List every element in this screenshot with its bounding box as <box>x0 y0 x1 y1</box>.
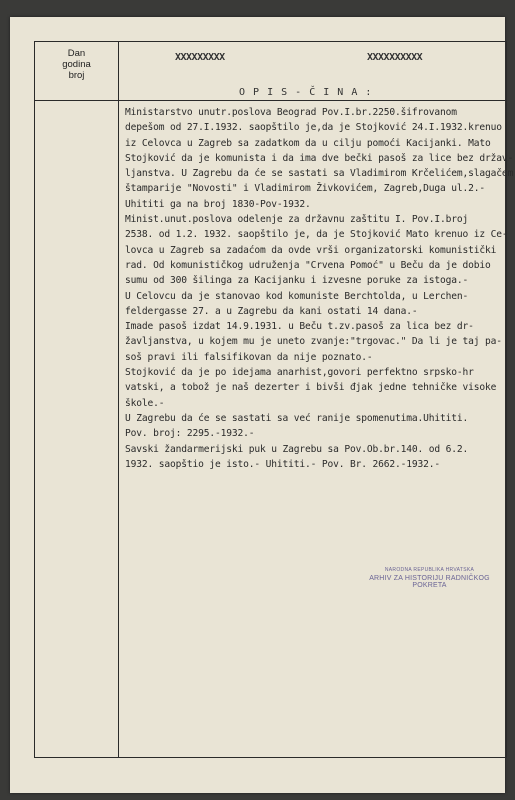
body-line: 2538. od 1.2. 1932. saopštilo je, da je Stojković Mato krenuo iz Ce- <box>125 229 508 241</box>
header-godina: godina <box>62 59 91 70</box>
stamp-line-2: ARHIV ZA HISTORIJU RADNIČKOG POKRETA <box>369 575 490 589</box>
body-line: U Zagrebu da će se sastati sa već ranije spomenutima.Uhititi. <box>125 412 469 424</box>
header-divider <box>35 100 506 101</box>
form-table <box>34 41 514 758</box>
body-line: iz Celovca u Zagreb sa zadatkom da u cilju pomoći Kacijanki. Mato <box>125 137 491 149</box>
body-line: štamparije "Novosti" i Vladimirom Živkovićem, Zagreb,Duga ul.2.- <box>125 183 486 195</box>
body-line: sumu od 300 šilinga za Kacijanku i izvesne poruke za istoga.- <box>125 275 469 287</box>
body-line: lovca u Zagreb sa zadaćom da ovde vrši organizatorski komunistički <box>125 244 497 256</box>
opis-cina-heading: O P I S - Č I N A : <box>239 87 373 98</box>
body-line: depešom od 27.I.1932. saopštilo je,da je Stojković 24.I.1932.krenuo <box>125 122 502 134</box>
body-line: žavljanstva, u kojem mu je uneto zvanje:"trgovac." Da li je taj pa- <box>125 336 502 348</box>
struck-header-right: XXXXXXXXXX <box>367 52 423 63</box>
stamp-line-1: NARODNA REPUBLIKA HRVATSKA <box>384 567 475 573</box>
header-broj: broj <box>68 70 85 81</box>
body-line: ljanstva. U Zagrebu da će se sastati sa Vladimirom Krčelićem,slagačem <box>125 168 514 180</box>
body-line: U Celovcu da je stanovao kod komuniste Berchtolda, u Lerchen- <box>125 290 469 302</box>
body-line: feldergasse 27. a u Zagrebu da kani ostati 14 dana.- <box>125 305 418 317</box>
date-column-header <box>35 48 118 81</box>
body-line: Savski žandarmerijski puk u Zagrebu sa Pov.Ob.br.140. od 6.2. <box>125 443 469 455</box>
struck-header-left: XXXXXXXXX <box>175 52 225 63</box>
body-line: Uhititi ga na broj 1830-Pov-1932. <box>125 198 311 210</box>
body-line: Minist.unut.poslova odelenje za državnu zaštitu I. Pov.I.broj <box>125 214 469 226</box>
body-line: Ministarstvo unutr.poslova Beograd Pov.I.br.2250.šifrovanom <box>125 107 457 118</box>
typed-report-body <box>125 105 515 472</box>
body-line: škole.- <box>125 397 165 409</box>
body-line: Stojković da je po idejama anarhist,govori perfektno srpsko-hr <box>125 367 474 379</box>
body-line: soš pravi ili falsifikovan da nije poznato.- <box>125 351 373 363</box>
body-line: Imade pasoš izdat 14.9.1931. u Beču t.zv.pasoš za lica bez dr- <box>125 321 474 333</box>
archive-stamp <box>353 567 506 589</box>
body-line: vatski, a tobož je naš dezerter i bivši đjak jedne tehničke visoke <box>125 382 497 394</box>
header-dan: Dan <box>67 48 86 59</box>
body-line: Pov. broj: 2295.-1932.- <box>125 428 255 440</box>
body-line: 1932. saopštio je isto.- Uhititi.- Pov. Br. 2662.-1932.- <box>125 458 441 470</box>
body-line: rad. Od komunističkog udruženja "Crvena Pomoć" u Beču da je dobio <box>125 259 491 271</box>
document-page <box>10 17 514 793</box>
column-divider <box>118 42 119 757</box>
body-line: Stojković da je komunista i da ima dve bečki pasoš za lice bez držav- <box>125 152 514 164</box>
